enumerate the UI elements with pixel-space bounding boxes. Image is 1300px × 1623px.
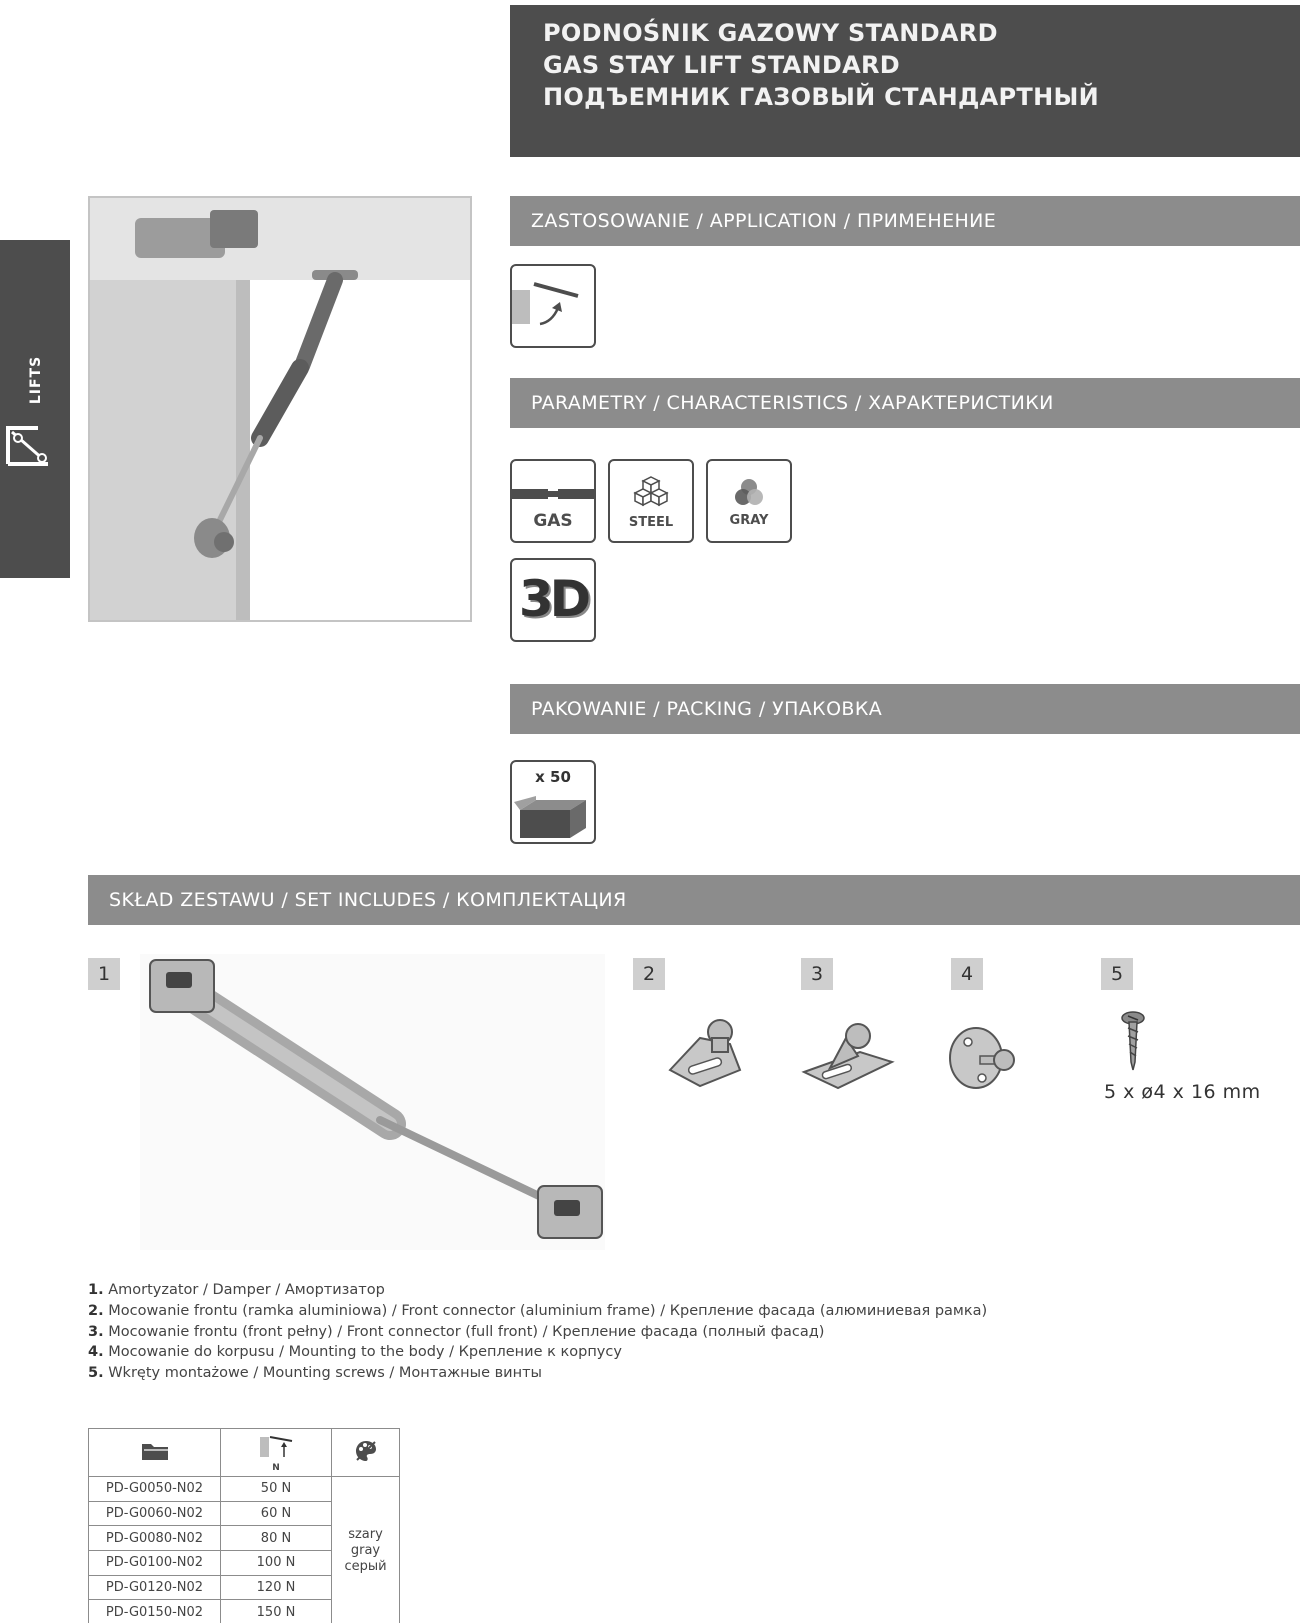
table-header-code xyxy=(89,1429,221,1477)
legend-item: 5. Wkręty montażowe / Mounting screws / Монтажные винты xyxy=(88,1365,542,1382)
table-header-force xyxy=(221,1429,332,1477)
legend-item: 3. Mocowanie frontu (front pełny) / Front connector (full front) / Крепление фасада (полный фасад) xyxy=(88,1323,825,1340)
3d-label: 3D xyxy=(518,570,588,628)
force-icon xyxy=(256,1433,296,1465)
table-cell-force: 120 N xyxy=(221,1575,332,1600)
title-block xyxy=(510,5,1300,157)
section-packing xyxy=(510,684,1300,734)
part-number-1: 1 xyxy=(88,958,120,990)
force-unit: N xyxy=(272,1462,280,1473)
table-header-color xyxy=(332,1429,400,1477)
body-mounting-illustration xyxy=(944,1018,1024,1096)
front-connector-frame-illustration xyxy=(660,1010,746,1096)
section-set-includes-title: SKŁAD ZESTAWU / SET INCLUDES / КОМПЛЕКТАЦИЯ xyxy=(109,889,627,911)
legend-item: 4. Mocowanie do korpusu / Mounting to the body / Крепление к корпусу xyxy=(88,1344,622,1361)
color-ru: серый xyxy=(344,1558,387,1574)
steel-label: STEEL xyxy=(628,515,674,530)
table-cell-code: PD-G0120-N02 xyxy=(89,1575,221,1600)
application-flap-icon xyxy=(510,264,596,348)
table-cell-force: 150 N xyxy=(221,1600,332,1623)
gas-icon xyxy=(510,459,596,543)
steel-icon xyxy=(608,459,694,543)
color-palette-icon xyxy=(353,1438,379,1464)
color-en: gray xyxy=(350,1542,381,1558)
table-cell-force: 60 N xyxy=(221,1501,332,1526)
legend-item: 2. Mocowanie frontu (ramka aluminiowa) / Front connector (aluminium frame) / Крепление фасада (алюминиевая рамка) xyxy=(88,1302,988,1319)
table-cell-force: 50 N xyxy=(221,1477,332,1502)
front-connector-full-illustration xyxy=(800,1018,896,1096)
table-cell-force: 80 N xyxy=(221,1526,332,1551)
3d-icon xyxy=(510,558,596,642)
packing-quantity: x 50 xyxy=(535,768,571,786)
screw-spec: 5 x ø4 x 16 mm xyxy=(1104,1081,1261,1103)
title-en: GAS STAY LIFT STANDARD xyxy=(543,51,901,79)
legend-item: 1. Amortyzator / Damper / Амортизатор xyxy=(88,1282,385,1298)
gas-label: GAS xyxy=(533,511,573,531)
damper-illustration xyxy=(140,954,605,1250)
table-cell-code: PD-G0060-N02 xyxy=(89,1501,221,1526)
section-characteristics xyxy=(510,378,1300,428)
gray-color-icon xyxy=(706,459,792,543)
product-codes-table xyxy=(88,1428,400,1623)
lift-icon xyxy=(4,418,52,468)
parts-legend xyxy=(88,1280,987,1384)
gray-label: GRAY xyxy=(729,513,769,528)
folder-icon xyxy=(140,1440,170,1462)
part-number-5: 5 xyxy=(1101,958,1133,990)
table-cell-color xyxy=(332,1477,400,1623)
title-pl: PODNOŚNIK GAZOWY STANDARD xyxy=(543,19,998,47)
side-tab-label: LIFTS xyxy=(28,355,44,405)
product-photo xyxy=(88,196,472,622)
packing-box-icon xyxy=(510,760,596,844)
table-row xyxy=(89,1477,400,1502)
cabinet-lift-illustration xyxy=(90,198,470,620)
section-application-title: ZASTOSOWANIE / APPLICATION / ПРИМЕНЕНИЕ xyxy=(531,210,997,232)
table-cell-code: PD-G0080-N02 xyxy=(89,1526,221,1551)
part-number-3: 3 xyxy=(801,958,833,990)
screw-illustration xyxy=(1118,1010,1148,1074)
section-set-includes xyxy=(88,875,1300,925)
table-cell-code: PD-G0100-N02 xyxy=(89,1551,221,1576)
title-ru: ПОДЪЕМНИК ГАЗОВЫЙ СТАНДАРТНЫЙ xyxy=(543,83,1100,111)
table-header-row xyxy=(89,1429,400,1477)
part-number-2: 2 xyxy=(633,958,665,990)
section-characteristics-title: PARAMETRY / CHARACTERISTICS / ХАРАКТЕРИСТИКИ xyxy=(531,392,1054,414)
color-pl: szary xyxy=(348,1526,383,1542)
category-side-tab[interactable] xyxy=(0,240,70,578)
section-packing-title: PAKOWANIE / PACKING / УПАКОВКА xyxy=(531,698,883,720)
table-cell-code: PD-G0050-N02 xyxy=(89,1477,221,1502)
table-cell-code: PD-G0150-N02 xyxy=(89,1600,221,1623)
section-application xyxy=(510,196,1300,246)
part-number-4: 4 xyxy=(951,958,983,990)
table-cell-force: 100 N xyxy=(221,1551,332,1576)
